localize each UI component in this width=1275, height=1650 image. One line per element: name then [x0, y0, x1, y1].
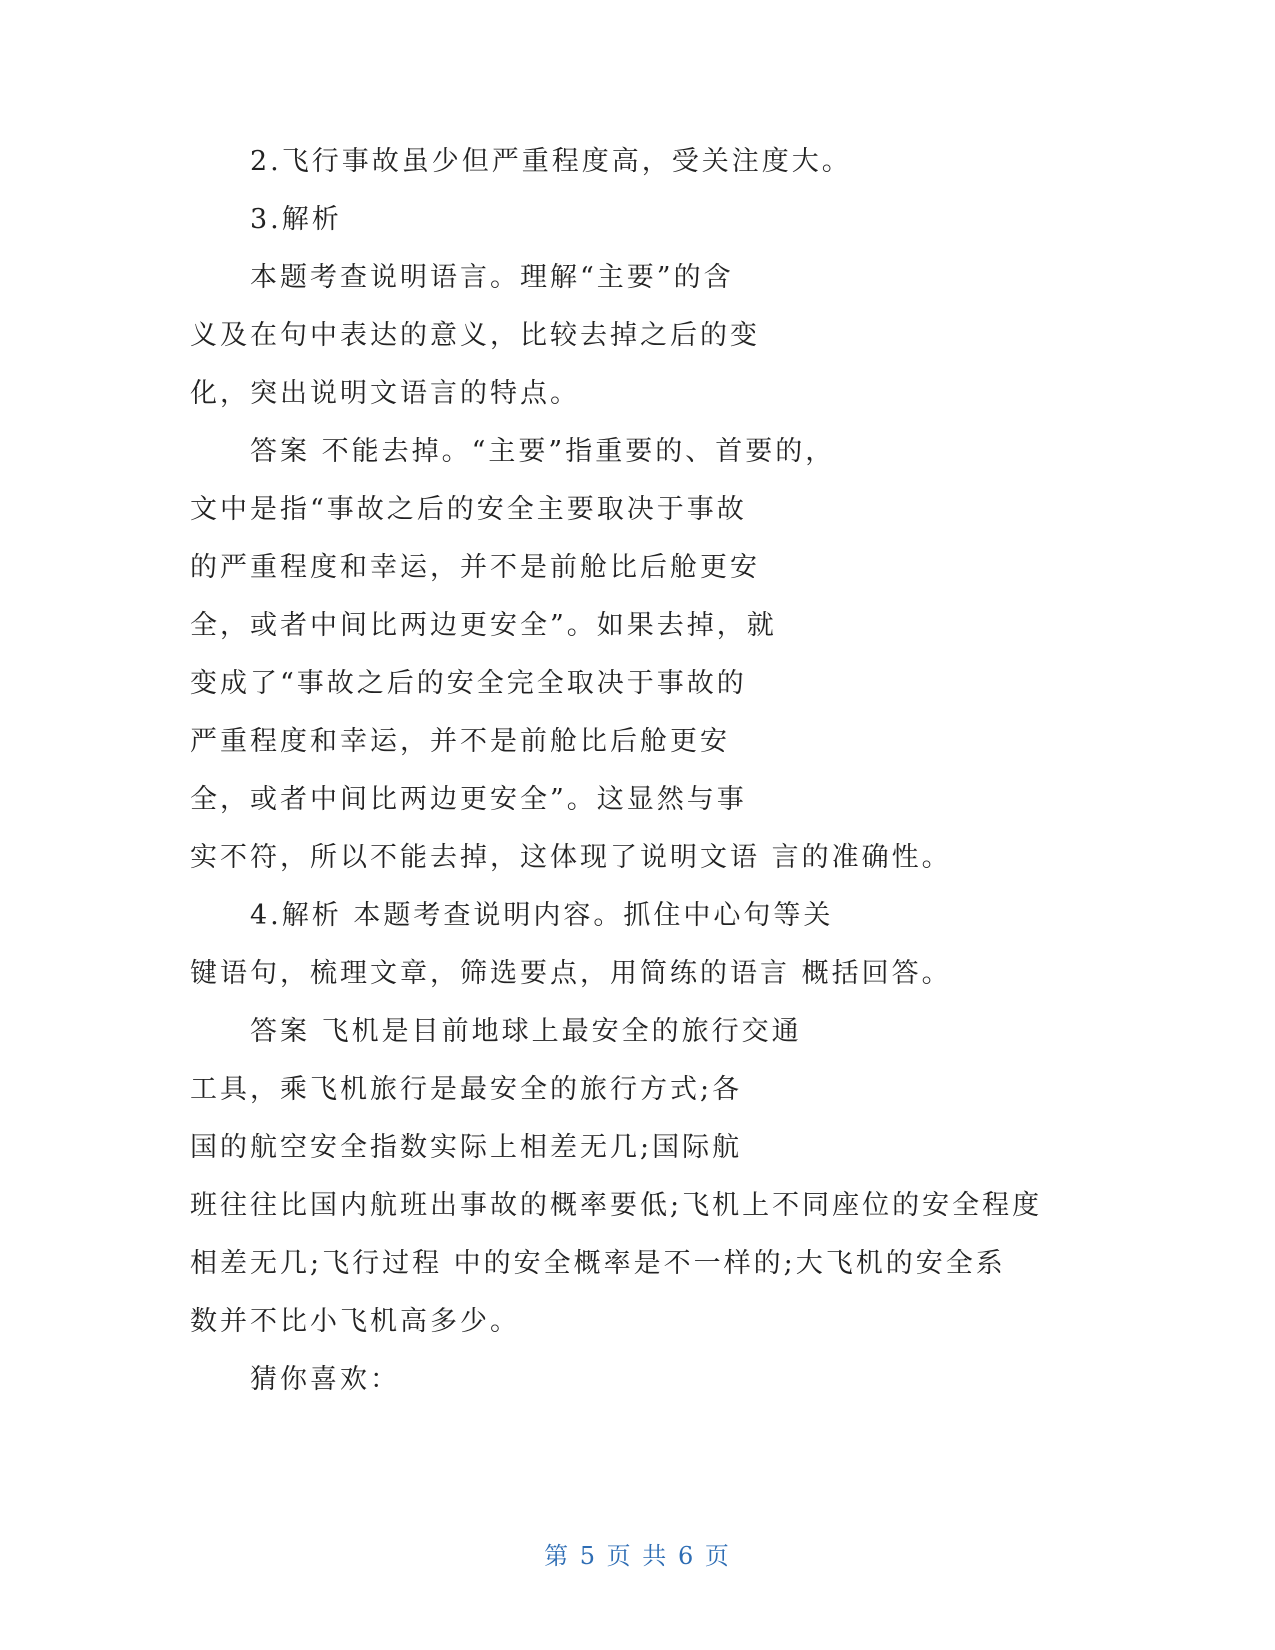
text-line: 答案 飞机是目前地球上最安全的旅行交通 — [250, 1016, 802, 1047]
text-line: 答案 不能去掉。“主要”指重要的、首要的， — [250, 436, 836, 467]
text-line: 文中是指“事故之后的安全主要取决于事故 — [190, 494, 747, 525]
text-line: 2.飞行事故虽少但严重程度高，受关注度大。 — [250, 146, 852, 177]
text-line: 数并不比小飞机高多少。 — [190, 1306, 520, 1337]
text-line: 的严重程度和幸运，并不是前舱比后舱更安 — [190, 552, 760, 583]
text-line: 3.解析 — [250, 204, 342, 235]
text-line: 班往往比国内航班出事故的概率要低;飞机上不同座位的安全程度 — [190, 1190, 1043, 1221]
text-line: 工具，乘飞机旅行是最安全的旅行方式;各 — [190, 1074, 743, 1105]
text-line: 全，或者中间比两边更安全”。如果去掉，就 — [190, 610, 777, 641]
text-line: 键语句，梳理文章，筛选要点，用简练的语言 概括回答。 — [190, 958, 952, 989]
text-line: 变成了“事故之后的安全完全取决于事故的 — [190, 668, 747, 699]
text-line: 猜你喜欢： — [250, 1364, 400, 1395]
text-line: 相差无几;飞行过程 中的安全概率是不一样的;大飞机的安全系 — [190, 1248, 1006, 1279]
text-line: 国的航空安全指数实际上相差无几;国际航 — [190, 1132, 743, 1163]
text-line: 化，突出说明文语言的特点。 — [190, 378, 580, 409]
text-line: 4.解析 本题考查说明内容。抓住中心句等关 — [250, 900, 834, 931]
text-line: 严重程度和幸运，并不是前舱比后舱更安 — [190, 726, 730, 757]
text-line: 义及在句中表达的意义，比较去掉之后的变 — [190, 320, 760, 351]
page-number-footer: 第 5 页 共 6 页 — [544, 1542, 731, 1570]
text-line: 实不符，所以不能去掉，这体现了说明文语 言的准确性。 — [190, 842, 952, 873]
text-line: 本题考查说明语言。理解“主要”的含 — [250, 262, 734, 293]
text-line: 全，或者中间比两边更安全”。这显然与事 — [190, 784, 747, 815]
